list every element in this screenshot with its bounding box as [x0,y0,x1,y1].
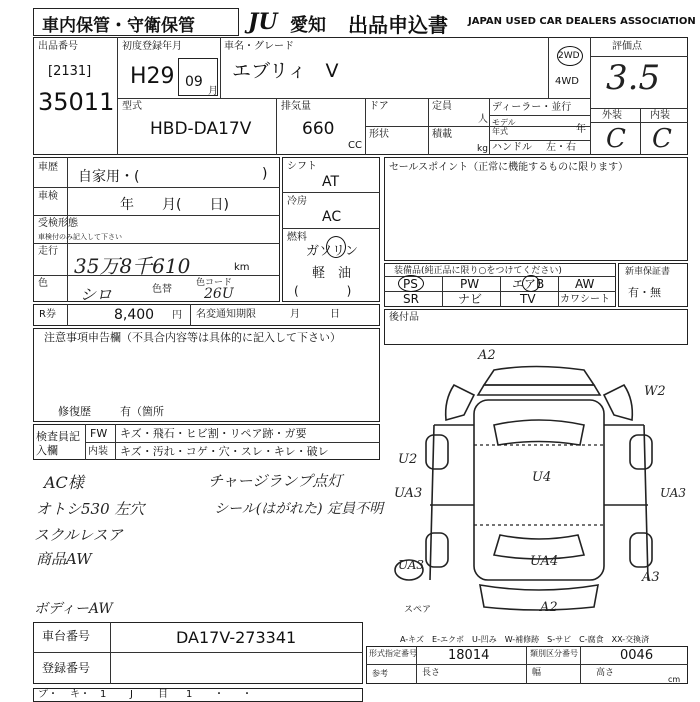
equip-ps: PS [403,277,418,291]
shape-label: 形状 [369,129,389,140]
after-market-box [384,309,688,345]
diagram-mark-ua3-right: UA3 [660,486,687,500]
fuel-circle [326,236,346,258]
chassis-value: DA17V-273341 [176,628,297,647]
repair-label: 修復歴 [58,405,91,418]
height-label: 高さ [596,668,615,678]
lot-number: 35011 [38,88,115,116]
class-no-value: 0046 [620,648,654,663]
footer-item-1: プ・ [38,689,58,700]
equip-airbag: エアB [512,277,545,291]
fw-label: FW [90,427,108,440]
in-label: 内装 [88,446,108,457]
inspection-value: 年 月( 日) [120,197,229,213]
km-unit: km [234,262,250,273]
handle-label: ハンドル [492,142,532,153]
width-label: 幅 [532,668,542,678]
diagram-mark-u4: U4 [532,470,552,485]
diagram-mark-u2: U2 [398,452,418,467]
warranty-value: 有・無 [628,286,661,299]
length-label: 長さ [422,668,441,678]
cc-unit: CC [348,140,362,151]
person-unit: 人 [478,114,488,125]
handwriting-note-5: ボディーAW [34,601,113,617]
usage-close: ) [262,166,268,182]
handwriting-note-3: スクルレスア [34,526,123,544]
lot-prefix: [2131] [48,64,92,79]
equip-navi: ナビ [458,292,483,306]
repair-value: 有（箇所 [120,405,164,418]
handwriting-note-4: 商品AW [36,550,92,568]
kg-unit: kg [477,144,488,154]
interior-grade: C [652,124,672,154]
color-change-label: 色替 [152,284,172,295]
footer-item-2: キ・ [70,689,90,700]
score-value: 3.5 [606,58,661,98]
color-code-label: 色コード [196,278,233,288]
form-title: 出品申込書 [348,13,448,37]
ref-label: 参考 [372,669,388,678]
type-no-value: 18014 [448,648,490,663]
inspector-label: 検査員記入欄 [36,430,80,457]
reg-month: 09 [185,74,203,90]
recycle-label: R券 [39,309,56,320]
storage-title: 車内保管・守衛保管 [42,16,195,36]
dealer-label: ディーラー・並行 [492,102,572,113]
footer-item-3: 1 [100,689,107,700]
damage-legend: A-キズ E-エクボ U-凹み W-補修跡 S-サビ C-腐食 XX-交換済 [400,635,650,644]
org-name: JAPAN USED CAR DEALERS ASSOCIATION [468,16,696,27]
diagram-mark-ua3-lower: UA3 [398,558,425,572]
class-no-label: 類別区分番号 [530,649,578,658]
exterior-label: 外装 [602,110,622,121]
handwriting-right-2: シール(はがれた) 定員不明 [214,501,384,517]
interior-label: 内装 [650,110,670,121]
after-market-label: 後付品 [389,312,419,323]
fuel-label: 燃料 [287,232,307,243]
exterior-grade: C [606,124,626,154]
fw-items: キズ・飛石・ヒビ割・リペア跡・ガ要 [120,427,307,440]
shift-value: AT [322,174,340,190]
handwriting-right-1: チャージランプ点灯 [208,472,343,490]
first-reg-label: 初度登録年月 [122,41,182,52]
capacity-label: 定員 [432,101,452,112]
equipment-label: 装備品(純正品に限り○をつけてください) [394,266,562,276]
recycle-amount: 8,400 [114,307,155,323]
displacement-label: 排気量 [281,101,311,112]
diagram-mark-a2-bottom: A2 [540,600,558,615]
equip-sr: SR [403,292,419,306]
usage-label: 車歴 [38,162,58,173]
name-change-label: 名変通知期限 [196,309,256,320]
spare-label: スペア [404,605,432,615]
footer-item-6: 1 [186,689,193,700]
footer-item-5: 目 [158,689,168,700]
reg-year: H29 [130,64,175,89]
score-label: 評価点 [612,41,642,52]
listing-no-label: 出品番号 [38,41,78,52]
car-name-label: 車名・グレード [224,41,294,52]
handwriting-note-2: オトシ530 左穴 [36,500,145,518]
yen-unit: 円 [172,310,182,321]
year-unit: 年 [576,124,586,135]
ps-circle [398,275,424,292]
inspection-label: 車検 [38,191,58,202]
modification-label: 受検形態 [38,218,78,229]
equip-leather: カワシート [560,294,610,305]
door-label: ドア [369,101,389,112]
color-label: 色 [38,278,48,289]
cm-unit: cm [668,675,681,684]
logo-text: 愛知 [290,15,326,36]
displacement-value: 660 [302,119,335,139]
model-code: HBD-DA17V [150,119,252,139]
diagram-mark-w2: W2 [644,384,666,399]
diagram-mark-ua3-left: UA3 [394,486,423,501]
equip-pw: PW [460,277,480,291]
color-value: シロ [80,285,113,304]
diagram-mark-a2-top: A2 [478,348,496,363]
shift-label: シフト [287,161,317,172]
fuel-gas: ガソリン [306,244,359,259]
drive-4wd: 4WD [555,76,579,87]
drive-2wd: 2WD [558,51,580,61]
footer-item-7: ・ [214,689,224,700]
model-year-label: モデル年式 [492,118,516,136]
chassis-label: 車台番号 [42,629,91,643]
airbag-circle [522,275,540,292]
footer-item-4: J [130,689,133,700]
modification-note: 車検付のみ記入して下さい [38,233,122,241]
ac-value: AC [322,209,342,225]
notes-label: 注意事項申告欄（不具合内容等は具体的に記入して下さい） [44,331,341,344]
color-code: 26U [204,286,234,302]
mileage-value: 35万8千610 [74,254,191,278]
diagram-mark-ua4: UA4 [530,554,559,569]
usage-value: 自家用・( [78,169,140,185]
model-label: 型式 [122,101,142,112]
name-change-date: 月 日 [290,309,340,320]
fuel-diesel: 軽 油 [312,266,352,281]
mileage-label: 走行 [38,246,58,257]
type-no-label: 形式指定番号 [369,649,417,658]
handle-value: 左・右 [546,142,576,153]
load-label: 積載 [432,129,452,140]
warranty-label: 新車保証書 [625,267,671,277]
handwriting-note-1: AC様 [44,473,84,492]
sales-points-label: セールスポイント（正常に機能するものに限ります） [389,162,629,173]
ac-label: 冷房 [287,196,307,207]
car-name: エブリィ V [232,60,339,82]
footer-item-8: ・ [242,689,252,700]
equip-tv: TV [520,292,536,306]
in-items: キズ・汚れ・コゲ・穴・スレ・キレ・破レ [120,445,329,458]
ju-logo: JU [248,9,278,35]
equip-aw: AW [575,277,595,291]
registration-label: 登録番号 [42,661,91,675]
diagram-mark-a3: A3 [642,570,660,585]
damage-diagram [384,345,688,635]
fuel-other: ( ) [294,284,352,298]
month-unit: 月 [208,86,218,97]
